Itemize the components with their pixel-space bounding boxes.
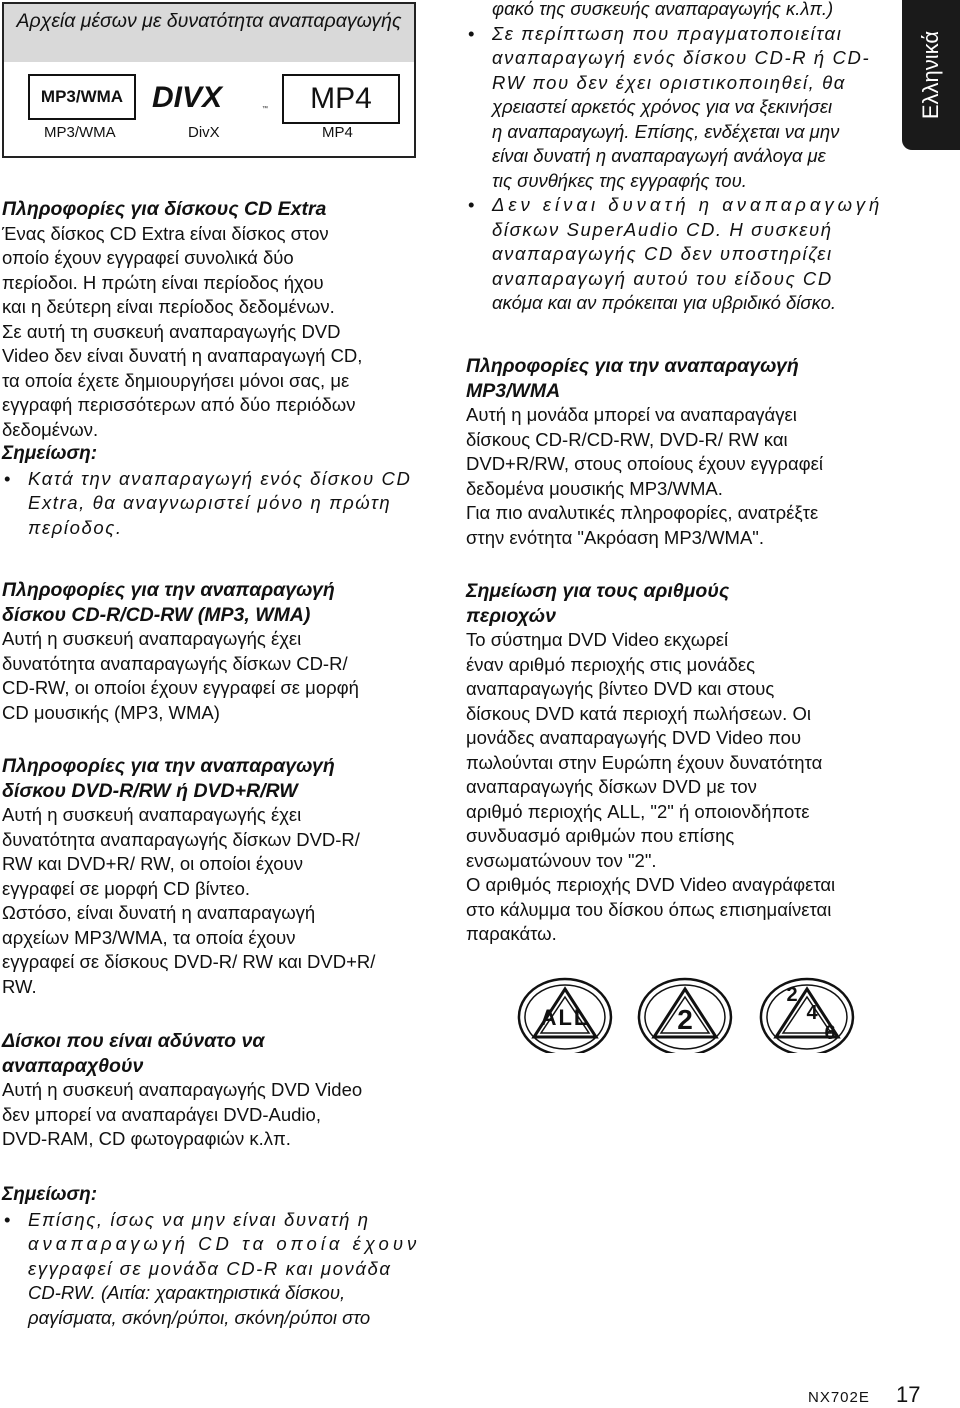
unplayable-heading: Δίσκοι που είναι αδύνατο να	[2, 1030, 265, 1052]
region-multi-label: 4	[806, 1002, 818, 1024]
mp3wma-heading: MP3/WMA	[466, 379, 561, 402]
note-line: ραγίσματα, σκόνη/ρύποι, σκόνη/ρύποι στο	[28, 1306, 371, 1328]
mp3wma-line: δεδομένα μουσικής MP3/WMA.	[466, 477, 723, 499]
note2-list	[2, 1208, 422, 1331]
playable-media-title: Αρχεία μέσων με δυνατότητα αναπαραγωγής	[4, 4, 414, 62]
mp3wma-line: στην ενότητα "Ακρόαση MP3/WMA".	[466, 526, 765, 548]
cd-extra-line: και η δεύτερη είναι περίοδος δεδομένων.	[2, 296, 335, 317]
model-number: NX702E	[808, 1389, 870, 1406]
continued-line: φακό της συσκευής αναπαραγωγής κ.λπ.)	[492, 0, 834, 19]
bullet-line: είναι δυνατή η αναπαραγωγή ανάλογα με	[492, 145, 826, 166]
unplayable-line: DVD-RAM, CD φωτογραφιών κ.λπ.	[2, 1128, 291, 1149]
svg-text:™: ™	[262, 106, 268, 112]
region-heading: περιοχών	[466, 604, 556, 627]
dvdr-line: αρχείων MP3/WMA, τα οποία έχουν	[2, 926, 296, 948]
dvdr-heading: Πληροφορίες για την αναπαραγωγή	[2, 755, 335, 777]
caption-divx: DivX	[188, 124, 220, 141]
cd-extra-note-list	[2, 467, 422, 541]
region-line: στο κάλυμμα του δίσκου όπως επισημαίνεται	[466, 898, 832, 920]
region-line: αριθμό περιοχής ALL, "2" ή οποιονδήποτε	[466, 800, 810, 822]
cdr-heading: Πληροφορίες για την αναπαραγωγή	[2, 579, 335, 601]
bullet-line: αναπαραγωγή αυτού του είδους CD	[492, 267, 833, 289]
cdr-section	[2, 578, 422, 725]
unplayable-line: δεν μπορεί να αναπαράγει DVD-Audio,	[2, 1103, 321, 1125]
region-line: Ο αριθμός περιοχής DVD Video αναγράφεται	[466, 874, 836, 895]
region-2-icon	[636, 973, 734, 1053]
region-2-label: 2	[677, 1004, 693, 1035]
cd-extra-note-heading: Σημείωση:	[2, 443, 98, 464]
mp3-wma-logo: MP3/WMA	[28, 74, 136, 120]
region-all-label: ALL	[540, 1005, 590, 1030]
bullet-unfinalized	[466, 22, 896, 194]
dvdr-line: δυνατότητα αναπαραγωγής δίσκων DVD-R/	[2, 828, 360, 850]
mp3wma-line: DVD+R/RW, στους οποίους έχουν εγγραφεί	[466, 453, 824, 474]
cd-extra-line: δεδομένων.	[2, 418, 99, 440]
divx-logo	[152, 82, 270, 117]
bullet-line: Σε περίπτωση που πραγματοποιείται	[492, 22, 843, 44]
mp3wma-line: Για πιο αναλυτικές πληροφορίες, ανατρέξτε	[466, 502, 819, 523]
cdr-line: CD-RW, οι οποίοι έχουν εγγραφεί σε μορφή	[2, 677, 359, 698]
dvdr-line: Ωστόσο, είναι δυνατή η αναπαραγωγή	[2, 902, 316, 923]
region-line: έναν αριθμό περιοχής στις μονάδες	[466, 653, 756, 675]
right-notes	[466, 0, 896, 316]
region-line: αναπαραγωγής δίσκων DVD με τον	[466, 776, 757, 797]
language-tab-label: Ελληνικά	[918, 30, 943, 120]
dvdr-section	[2, 754, 422, 999]
cd-extra-line: Σε αυτή τη συσκευή αναπαραγωγής DVD	[2, 320, 341, 342]
page-number: 17	[896, 1382, 921, 1407]
bullet-line: η αναπαραγωγή. Επίσης, ενδέχεται να μην	[492, 120, 840, 142]
mp3wma-line: Αυτή η μονάδα μπορεί να αναπαραγάγει	[466, 404, 797, 425]
dvdr-line: RW.	[2, 975, 37, 997]
cdr-line: δυνατότητα αναπαραγωγής δίσκων CD-R/	[2, 652, 348, 674]
cd-extra-line: οποίο έχουν εγγραφεί συνολικά δύο	[2, 247, 294, 268]
region-line: συνδυασμό αριθμών που επίσης	[466, 825, 735, 846]
bullet-line: τις συνθήκες της εγγραφής του.	[492, 169, 747, 191]
right-bullets	[466, 22, 896, 316]
region-heading: Σημείωση για τους αριθμούς	[466, 580, 730, 602]
cd-extra-heading: Πληροφορίες για δίσκους CD Extra	[2, 198, 327, 220]
cd-extra-line: εγγραφή περισσότερων από δύο περιόδων	[2, 394, 356, 415]
cd-extra-line: περίοδοι. Η πρώτη είναι περίοδος ήχου	[2, 271, 324, 293]
region-multi-label: 2	[786, 984, 798, 1006]
mp3wma-section	[466, 354, 896, 550]
dvdr-line: RW και DVD+R/ RW, οι οποίοι έχουν	[2, 853, 303, 874]
cdr-line: CD μουσικής (MP3, WMA)	[2, 701, 220, 723]
mp3wma-line: δίσκους CD-R/CD-RW, DVD-R/ RW και	[466, 428, 788, 450]
mp3wma-heading: Πληροφορίες για την αναπαραγωγή	[466, 355, 799, 377]
note2-item	[2, 1208, 422, 1331]
cdr-line: Αυτή η συσκευή αναπαραγωγής έχει	[2, 628, 302, 649]
region-section	[466, 579, 896, 947]
cd-extra-section	[2, 197, 422, 540]
unplayable-line: Αυτή η συσκευή αναπαραγωγής DVD Video	[2, 1079, 363, 1100]
note2-heading: Σημείωση:	[2, 1184, 98, 1205]
note-line: Επίσης, ίσως να μην είναι δυνατή η	[28, 1208, 370, 1230]
bullet-line: αναπαραγωγής CD δεν υποστηρίζει	[492, 243, 833, 264]
bullet-line: δίσκων SuperAudio CD. Η συσκευή	[492, 218, 833, 240]
bullet-line: ακόμα και αν πρόκειται για υβριδικό δίσκο.	[492, 292, 837, 313]
note-line: Κατά την αναπαραγωγή ενός δίσκου CD	[28, 467, 412, 489]
playable-media-box	[2, 2, 416, 158]
region-line: δίσκους DVD κατά περιοχή πωλήσεων. Οι	[466, 702, 811, 724]
cd-extra-note-item	[2, 467, 422, 541]
note-line: CD-RW. (Αιτία: χαρακτηριστικά δίσκου,	[28, 1282, 346, 1303]
dvdr-line: εγγραφεί σε δίσκους DVD-R/ RW και DVD+R/	[2, 951, 376, 972]
region-all-icon	[516, 973, 614, 1053]
bullet-superaudio	[466, 193, 896, 316]
caption-mp4: MP4	[322, 124, 353, 141]
cd-extra-line: τα οποία έχετε δημιουργήσει μόνοι σας, με	[2, 369, 350, 391]
region-line: παρακάτω.	[466, 923, 557, 944]
note-line: περίοδος.	[28, 516, 123, 538]
caption-mp3-wma: MP3/WMA	[44, 124, 116, 141]
bullet-line: Δεν είναι δυνατή η αναπαραγωγή	[492, 194, 884, 215]
note-line: Extra, θα αναγνωριστεί μόνο η πρώτη	[28, 492, 392, 513]
dvdr-line: εγγραφεί σε μορφή CD βίντεο.	[2, 877, 251, 899]
region-line: ενσωματώνουν τον "2".	[466, 849, 657, 871]
bullet-line: RW που δεν έχει οριστικοποιηθεί, θα	[492, 71, 846, 93]
bullet-line: χρειαστεί αρκετός χρόνος για να ξεκινήσει	[492, 96, 833, 117]
divx-logo-text: DIVX	[152, 82, 223, 112]
bullet-line: αναπαραγωγή ενός δίσκου CD-R ή CD-	[492, 47, 871, 68]
unplayable-section	[2, 1029, 422, 1152]
region-line: πωλούνται στην Ευρώπη έχουν δυνατότητα	[466, 751, 823, 773]
region-multi-icon	[758, 973, 856, 1053]
note-line: αναπαραγωγή CD τα οποία έχουν	[28, 1233, 421, 1254]
region-line: Το σύστημα DVD Video εκχωρεί	[466, 629, 729, 650]
cdr-heading: δίσκου CD-R/CD-RW (MP3, WMA)	[2, 603, 311, 626]
region-multi-label: 6	[824, 1022, 836, 1044]
dvdr-heading: δίσκου DVD-R/RW ή DVD+R/RW	[2, 779, 298, 802]
note-line: εγγραφεί σε μονάδα CD-R και μονάδα	[28, 1257, 392, 1279]
mp4-logo: MP4	[282, 74, 400, 124]
dvdr-line: Αυτή η συσκευή αναπαραγωγής έχει	[2, 804, 302, 825]
language-tab	[902, 0, 960, 150]
note2-section	[2, 1183, 422, 1330]
cd-extra-line: Ένας δίσκος CD Extra είναι δίσκος στον	[2, 222, 329, 244]
cd-extra-line: Video δεν είναι δυνατή η αναπαραγωγή CD,	[2, 345, 363, 366]
region-line: αναπαραγωγής βίντεο DVD και στους	[466, 678, 775, 699]
unplayable-heading: αναπαραχθούν	[2, 1054, 144, 1077]
region-line: μονάδες αναπαραγωγής DVD Video που	[466, 727, 802, 748]
